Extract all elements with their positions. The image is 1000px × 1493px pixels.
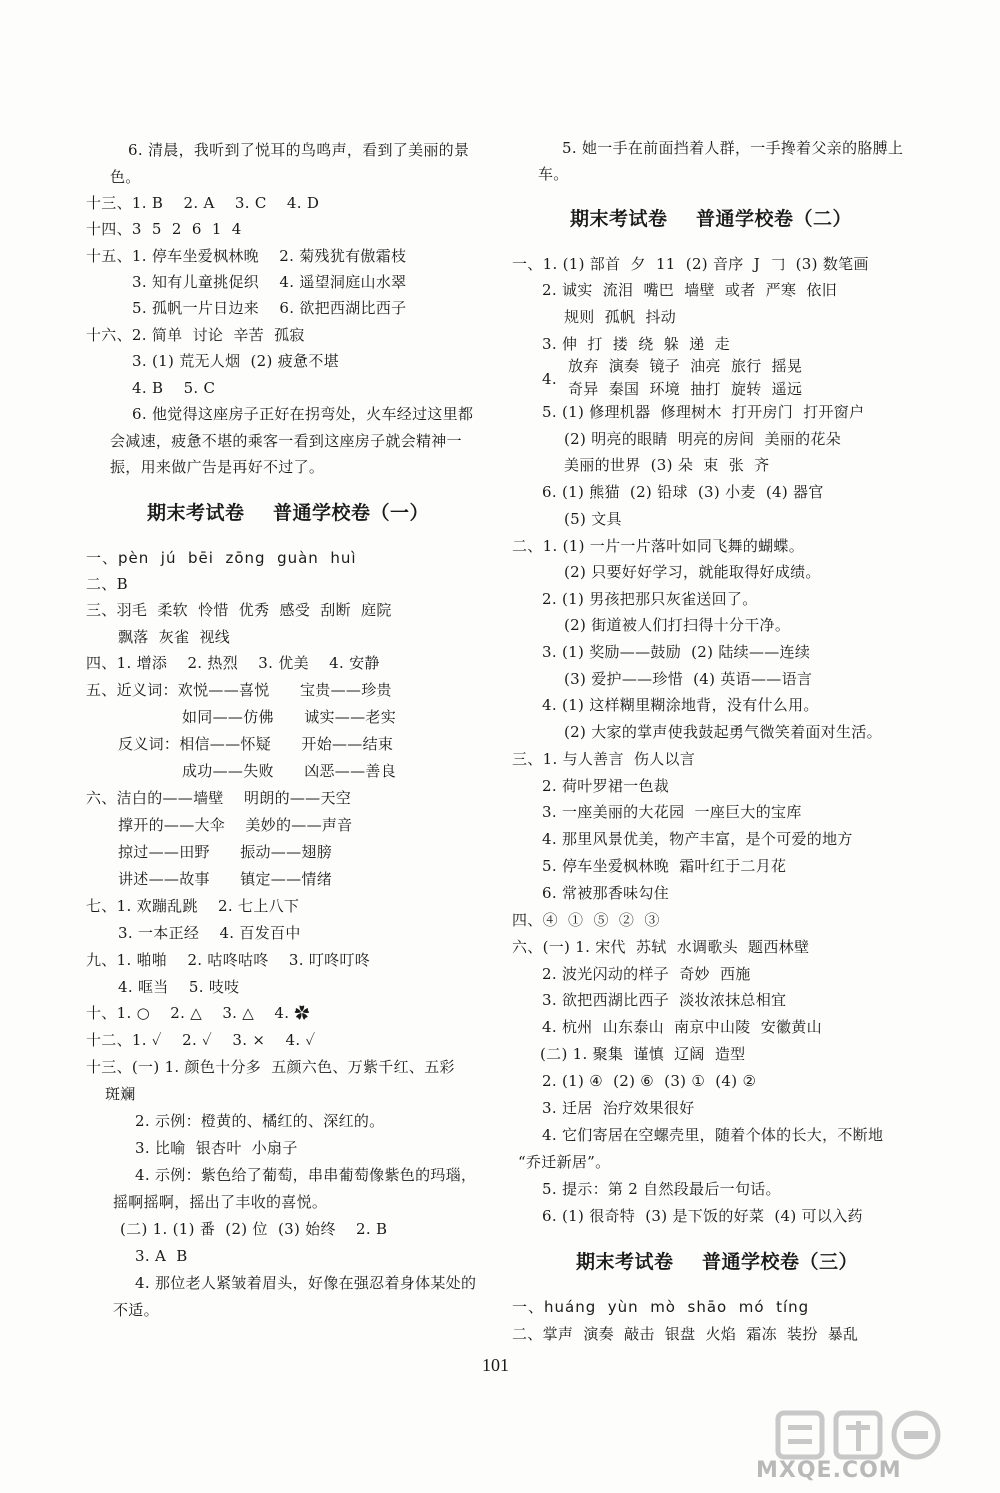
answer-line: 2. 诚实 流泪 嘴巴 墙壁 或者 严寒 依旧 (542, 281, 837, 299)
answer-line: 4. B 5. C (132, 379, 216, 397)
answer-line: 6. (1) 很奇特 (3) 是下饭的好菜 (4) 可以入药 (542, 1207, 863, 1225)
answer-line: 4. 那里风景优美，物产丰富，是个可爱的地方 (542, 830, 853, 848)
answer-line: 三、羽毛 柔软 怜惜 优秀 感受 刮断 庭院 (86, 601, 392, 619)
answer-line: 十四、3 5 2 6 1 4 (86, 220, 242, 238)
answer-line: 十五、1. 停车坐爱枫林晚 2. 菊残犹有傲霜枝 (86, 247, 407, 265)
answer-line: 4. 杭州 山东泰山 南京中山陵 安徽黄山 (542, 1018, 822, 1036)
watermark-text: MXQE.COM (756, 1458, 902, 1483)
answer-line: 4. 它们寄居在空螺壳里，随着个体的长大，不断地 (542, 1126, 884, 1144)
answer-line: 三、1. 与人善言 伤人以言 (512, 750, 696, 768)
answer-line: 二、B (86, 575, 128, 593)
section-heading: 期末考试卷 普通学校卷（三） (576, 1251, 858, 1273)
answer-line: 一、1. (1) 部首 夕 11 (2) 音序 J 𠃌 (3) 数笔画 (512, 255, 869, 273)
answer-line: 如同——仿佛 诚实——老实 (182, 708, 397, 726)
answer-line: 十三、1. B 2. A 3. C 4. D (86, 194, 320, 212)
page-number: 101 (482, 1355, 509, 1375)
answer-line: (5) 文具 (564, 510, 622, 528)
answer-line: 5. 孤帆一片日边来 6. 欲把西湖比西子 (132, 299, 407, 317)
answer-line: 4. (542, 370, 557, 388)
answer-line: 放弃 演奏 镜子 油亮 旅行 摇晃 (568, 357, 803, 375)
answer-line: 3. 一本正经 4. 百发百中 (118, 924, 301, 942)
answer-line: (二) 1. 聚集 谨慎 辽阔 造型 (540, 1045, 746, 1063)
answer-line: 6. 他觉得这座房子正好在拐弯处，火车经过这里都 (132, 405, 474, 423)
answer-line: 规则 孤帆 抖动 (564, 308, 677, 326)
answer-line: 色。 (110, 168, 141, 186)
answer-line: 3. 比喻 银杏叶 小扇子 (135, 1139, 298, 1157)
watermark (748, 1407, 988, 1485)
answer-line: 七、1. 欢蹦乱跳 2. 七上八下 (86, 897, 300, 915)
answer-line: 一、pèn jú bēi zōng guàn huì (86, 549, 357, 567)
answer-line: 六、洁白的——墙壁 明朗的——天空 (86, 789, 352, 807)
answer-line: 6. 清晨，我听到了悦耳的鸟鸣声，看到了美丽的景 (128, 141, 470, 159)
answer-line: 会减速，疲惫不堪的乘客一看到这座房子就会精神一 (110, 432, 462, 450)
answer-line: (2) 大家的掌声使我鼓起勇气微笑着面对生活。 (564, 723, 882, 741)
answer-line: 4. 示例：紫色给了葡萄，串串葡萄像紫色的玛瑙， (135, 1166, 477, 1184)
answer-line: 不适。 (113, 1301, 159, 1319)
answer-line: 4. 哐当 5. 吱吱 (118, 978, 240, 996)
answer-line: 四、1. 增添 2. 热烈 3. 优美 4. 安静 (86, 654, 380, 672)
answer-line: (2) 明亮的眼睛 明亮的房间 美丽的花朵 (564, 430, 841, 448)
answer-line: 3. A B (135, 1247, 188, 1265)
answer-line: 车。 (538, 165, 569, 183)
answer-line: 6. 常被那香味勾住 (542, 884, 670, 902)
answer-line: 掠过——田野 振动——翅膀 (118, 843, 333, 861)
answer-line: (2) 街道被人们打扫得十分干净。 (564, 616, 791, 634)
answer-line: 5. 停车坐爱枫林晚 霜叶红于二月花 (542, 857, 787, 875)
answer-line: 2. 示例：橙黄的、橘红的、深红的。 (135, 1112, 385, 1130)
answer-line: 九、1. 啪啪 2. 咕咚咕咚 3. 叮咚叮咚 (86, 951, 371, 969)
answer-line: “乔迁新居”。 (518, 1153, 611, 1171)
answer-line: 2. 荷叶罗裙一色裁 (542, 777, 670, 795)
answer-line: 奇异 秦国 环境 抽打 旋转 遥远 (568, 380, 803, 398)
answer-line: 6. (1) 熊猫 (2) 铅球 (3) 小麦 (4) 器官 (542, 483, 824, 501)
answer-line: 反义词：相信——怀疑 开始——结束 (118, 735, 394, 753)
answer-line: 讲述——故事 镇定——情绪 (118, 870, 333, 888)
answer-line: 3. 欲把西湖比西子 淡妆浓抹总相宜 (542, 991, 787, 1009)
answer-line: 5. (1) 修理机器 修理树木 打开房门 打开窗户 (542, 403, 865, 421)
answer-line: 3. 伸 打 搂 绕 躲 递 走 (542, 335, 730, 353)
answer-line: 3. 迁居 治疗效果很好 (542, 1099, 695, 1117)
answer-line: 一、huáng yùn mò shāo mó tíng (512, 1298, 810, 1316)
answer-line: 摇啊摇啊，摇出了丰收的喜悦。 (113, 1193, 328, 1211)
answer-line: (2) 只要好好学习，就能取得好成绩。 (564, 563, 821, 581)
answer-line: 3. (1) 奖励——鼓励 (2) 陆续——连续 (542, 643, 811, 661)
answer-line: 美丽的世界 (3) 朵 束 张 齐 (564, 456, 770, 474)
answer-line: 十、1. ○ 2. △ 3. △ 4. ✿ (86, 1004, 310, 1022)
section-heading: 期末考试卷 普通学校卷（一） (147, 502, 429, 524)
answer-line: 六、(一) 1. 宋代 苏轼 水调歌头 题西林壁 (512, 938, 810, 956)
answer-line: 振，用来做广告是再好不过了。 (110, 458, 325, 476)
answer-line: 5. 提示：第 2 自然段最后一句话。 (542, 1180, 781, 1198)
answer-line: 二、1. (1) 一片一片落叶如同飞舞的蝴蝶。 (512, 537, 804, 555)
answer-line: 斑斓 (105, 1085, 136, 1103)
answer-line: 2. (1) ④ (2) ⑥ (3) ① (4) ② (542, 1072, 757, 1090)
answer-line: 5. 她一手在前面挡着人群，一手搀着父亲的胳膊上 (562, 139, 904, 157)
answer-line: 3. (1) 荒无人烟 (2) 疲惫不堪 (132, 352, 339, 370)
answer-line: 2. 波光闪动的样子 奇妙 西施 (542, 965, 751, 983)
answer-line: (二) 1. (1) 番 (2) 位 (3) 始终 2. B (120, 1220, 388, 1238)
answer-line: 四、④ ① ⑤ ② ③ (512, 911, 660, 929)
answer-line: 3. 知有儿童挑促织 4. 遥望洞庭山水翠 (132, 273, 407, 291)
answer-line: 4. 那位老人紧皱着眉头，好像在强忍着身体某处的 (135, 1274, 477, 1292)
answer-line: 二、掌声 演奏 敲击 银盘 火焰 霜冻 装扮 暴乱 (512, 1325, 859, 1343)
answer-line: 2. (1) 男孩把那只灰雀送回了。 (542, 590, 758, 608)
answer-line: 十三、(一) 1. 颜色十分多 五颜六色、万紫千红、五彩 (86, 1058, 455, 1076)
answer-line: 撑开的——大伞 美妙的——声音 (118, 816, 353, 834)
answer-line: 飘落 灰雀 视线 (118, 628, 231, 646)
answer-line: 十六、2. 简单 讨论 辛苦 孤寂 (86, 326, 305, 344)
answer-line: 五、近义词：欢悦——喜悦 宝贵——珍贵 (86, 681, 392, 699)
answer-line: (3) 爱护——珍惜 (4) 英语——语言 (564, 670, 813, 688)
answer-line: 成功——失败 凶恶——善良 (182, 762, 397, 780)
answer-line: 3. 一座美丽的大花园 一座巨大的宝库 (542, 803, 802, 821)
answer-line: 4. (1) 这样糊里糊涂地背，没有什么用。 (542, 696, 819, 714)
section-heading: 期末考试卷 普通学校卷（二） (570, 208, 852, 230)
answer-line: 十二、1. ✓ 2. ✓ 3. × 4. ✓ (86, 1031, 316, 1049)
